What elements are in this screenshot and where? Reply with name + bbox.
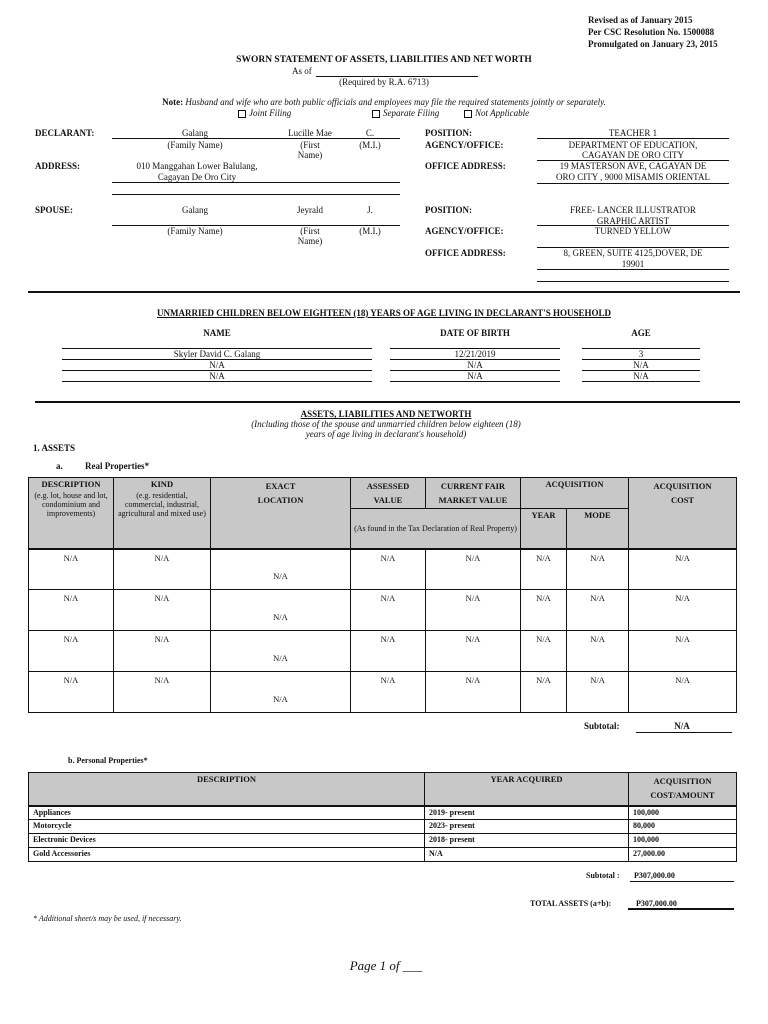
real-kind-header: KIND bbox=[150, 479, 174, 489]
spouse-office-address: 8, GREEN, SUITE 4125,DOVER, DE 19901 bbox=[563, 248, 703, 269]
child-name: Skyler David C. Galang bbox=[62, 348, 372, 359]
spouse-office-label: OFFICE ADDRESS: bbox=[425, 248, 506, 258]
real-mode-cell: N/A bbox=[567, 631, 629, 672]
spouse-first-caption: (First Name) bbox=[297, 226, 323, 246]
revision-block bbox=[588, 14, 718, 50]
note-text: Husband and wife who are both public officials and employees may file the required statements jointly or separately. bbox=[185, 97, 606, 107]
table-row bbox=[29, 834, 737, 848]
real-kind-sub: (e.g. residential, commercial, industrial, agricultural and mixed use) bbox=[118, 491, 206, 518]
personal-description-header: DESCRIPTION bbox=[29, 773, 425, 806]
child-age: 3 bbox=[582, 348, 700, 359]
real-acquisition-header: ACQUISITION bbox=[521, 478, 629, 509]
real-location-cell: N/A bbox=[211, 590, 351, 631]
real-assessed-cell: N/A bbox=[351, 549, 426, 590]
total-assets-value: P307,000.00 bbox=[636, 899, 677, 908]
divider bbox=[35, 401, 740, 403]
personal-year-header: YEAR ACQUIRED bbox=[425, 773, 629, 806]
real-kind-cell: N/A bbox=[114, 549, 211, 590]
real-properties-table: DESCRIPTION (e.g. lot, house and lot, condominium and improvements) KIND (e.g. residential, commercial, industrial, agricultural and mixed use) EXACT LOCATION ASSESSED VALUE CURRENT FAIR MARKET VALUE ACQUISITION ACQUISITION COST (As found in the Tax Declaration of Real Property) YEAR MODE N/A N/A N/A N/A N/A N/A N/A N/A N/A N/A N/A N/A N/A N/A N/A N/A N/A N/A N/A N/A N/A N/A N/A N/A N/A N/A N/A N/A N/A N/A N/A N/A bbox=[28, 477, 737, 713]
real-description-cell: N/A bbox=[29, 672, 114, 713]
joint-filing-option[interactable]: Joint Filing bbox=[238, 108, 291, 118]
spouse-position-label: POSITION: bbox=[425, 205, 473, 215]
checkbox-icon bbox=[372, 110, 380, 118]
spouse-family-caption: (Family Name) bbox=[167, 226, 223, 236]
assets-section-label: 1. ASSETS bbox=[33, 443, 76, 453]
real-cost-header: ACQUISITION bbox=[653, 481, 712, 491]
real-properties-label: Real Properties* bbox=[85, 461, 150, 471]
children-title: UNMARRIED CHILDREN BELOW EIGHTEEN (18) YEARS OF AGE LIVING IN DECLARANT'S HOUSEHOLD bbox=[157, 308, 611, 318]
real-mode-cell: N/A bbox=[567, 672, 629, 713]
page-number: Page 1 of ___ bbox=[349, 958, 423, 973]
personal-description-cell: Motorcycle bbox=[29, 820, 425, 834]
child-age: N/A bbox=[582, 370, 700, 381]
real-assessed-header: ASSESSED bbox=[366, 481, 410, 491]
first-name-caption: (First Name) bbox=[297, 140, 323, 160]
personal-description-cell: Appliances bbox=[29, 806, 425, 820]
declarant-agency: DEPARTMENT OF EDUCATION, CAGAYAN DE ORO CITY bbox=[568, 140, 698, 160]
real-subtotal-value: N/A bbox=[674, 721, 690, 731]
assets-subtitle: (Including those of the spouse and unmarried children below eighteen (18) years of age living in declarant's household) bbox=[251, 419, 521, 439]
child-age: N/A bbox=[582, 359, 700, 370]
real-location-cell: N/A bbox=[211, 672, 351, 713]
real-description-sub: (e.g. lot, house and lot, condominium and improvements) bbox=[34, 491, 108, 518]
real-cost-cell: N/A bbox=[629, 631, 737, 672]
personal-year-cell: 2018- present bbox=[425, 834, 629, 848]
real-description-cell: N/A bbox=[29, 631, 114, 672]
personal-subtotal-label: Subtotal : bbox=[586, 871, 620, 880]
table-row bbox=[29, 672, 737, 713]
child-dob: N/A bbox=[390, 370, 560, 381]
table-row bbox=[29, 848, 737, 862]
spouse-family-name: Galang bbox=[182, 205, 208, 215]
declarant-position: TEACHER 1 bbox=[608, 128, 658, 138]
real-year-header: YEAR bbox=[521, 509, 567, 549]
office-address-label: OFFICE ADDRESS: bbox=[425, 161, 506, 171]
children-dob-header: DATE OF BIRTH bbox=[440, 328, 510, 338]
children-age-header: AGE bbox=[631, 328, 651, 338]
real-mode-cell: N/A bbox=[567, 590, 629, 631]
child-name: N/A bbox=[62, 370, 372, 381]
table-row bbox=[29, 631, 737, 672]
real-mode-header: MODE bbox=[567, 509, 629, 549]
real-kind-cell: N/A bbox=[114, 590, 211, 631]
real-subtotal-label: Subtotal: bbox=[584, 721, 620, 731]
personal-description-cell: Gold Accessories bbox=[29, 848, 425, 862]
position-label: POSITION: bbox=[425, 128, 473, 138]
real-fair-value-header: CURRENT FAIR bbox=[440, 481, 506, 491]
real-year-cell: N/A bbox=[521, 590, 567, 631]
declarant-office-address: 19 MASTERSON AVE, CAGAYAN DE ORO CITY , 9000 MISAMIS ORIENTAL bbox=[556, 161, 710, 182]
personal-year-cell: 2019- present bbox=[425, 806, 629, 820]
personal-cost-header: ACQUISITION bbox=[653, 776, 712, 786]
personal-description-cell: Electronic Devices bbox=[29, 834, 425, 848]
filing-note bbox=[0, 97, 768, 107]
real-description-header: DESCRIPTION bbox=[41, 479, 101, 489]
personal-cost-cell: 80,000 bbox=[629, 820, 737, 834]
table-row bbox=[29, 820, 737, 834]
real-description-cell: N/A bbox=[29, 590, 114, 631]
table-row bbox=[29, 590, 737, 631]
real-kind-cell: N/A bbox=[114, 631, 211, 672]
checkbox-icon bbox=[464, 110, 472, 118]
real-location-cell: N/A bbox=[211, 549, 351, 590]
child-dob: 12/21/2019 bbox=[390, 348, 560, 359]
table-row bbox=[29, 549, 737, 590]
assets-title: ASSETS, LIABILITIES AND NETWORTH bbox=[300, 409, 472, 419]
real-location-cell: N/A bbox=[211, 631, 351, 672]
note-label: Note: bbox=[162, 97, 184, 107]
mi-caption: (M.I.) bbox=[359, 140, 381, 150]
personal-properties-table: DESCRIPTION YEAR ACQUIRED ACQUISITION COST/AMOUNT Appliances 2019- present 100,000 Motorcycle 2023- present 80,000 Electronic Devices 2018- present 100,000 Gold Accessories N/A 27,000.00 bbox=[28, 772, 737, 862]
child-name: N/A bbox=[62, 359, 372, 370]
declarant-family-name: Galang bbox=[182, 128, 208, 138]
revision-line-2: Per CSC Resolution No. 1500088 bbox=[588, 27, 715, 37]
real-assessed-cell: N/A bbox=[351, 631, 426, 672]
children-name-header: NAME bbox=[203, 328, 231, 338]
total-assets-label: TOTAL ASSETS (a+b): bbox=[530, 899, 612, 908]
personal-cost-cell: 100,000 bbox=[629, 834, 737, 848]
real-description-cell: N/A bbox=[29, 549, 114, 590]
real-fair-cell: N/A bbox=[426, 672, 521, 713]
agency-label: AGENCY/OFFICE: bbox=[425, 140, 504, 150]
real-fair-cell: N/A bbox=[426, 549, 521, 590]
table-row bbox=[29, 806, 737, 820]
spouse-agency-label: AGENCY/OFFICE: bbox=[425, 226, 504, 236]
spouse-first-name: Jeyrald bbox=[297, 205, 323, 215]
spouse-label: SPOUSE: bbox=[35, 205, 74, 215]
spouse-agency: TURNED YELLOW bbox=[594, 226, 672, 236]
spouse-position: FREE- LANCER ILLUSTRATOR GRAPHIC ARTIST bbox=[570, 205, 696, 226]
real-assessed-cell: N/A bbox=[351, 672, 426, 713]
real-year-cell: N/A bbox=[521, 549, 567, 590]
real-location-header: EXACT bbox=[265, 481, 296, 491]
divider bbox=[28, 291, 740, 293]
real-properties-letter: a. bbox=[56, 461, 63, 471]
real-fair-cell: N/A bbox=[426, 631, 521, 672]
personal-cost-cell: 27,000.00 bbox=[629, 848, 737, 862]
required-by: (Required by R.A. 6713) bbox=[339, 77, 429, 87]
real-cost-cell: N/A bbox=[629, 590, 737, 631]
family-name-caption: (Family Name) bbox=[167, 140, 223, 150]
personal-year-cell: N/A bbox=[425, 848, 629, 862]
footnote: * Additional sheet/s may be used, if necessary. bbox=[33, 914, 182, 923]
personal-cost-cell: 100,000 bbox=[629, 806, 737, 820]
real-fair-cell: N/A bbox=[426, 590, 521, 631]
real-cost-cell: N/A bbox=[629, 549, 737, 590]
real-kind-cell: N/A bbox=[114, 672, 211, 713]
as-of-label: As of bbox=[292, 66, 312, 76]
real-year-cell: N/A bbox=[521, 631, 567, 672]
not-applicable-option[interactable]: Not Applicable bbox=[464, 108, 529, 118]
declarant-label: DECLARANT: bbox=[35, 128, 95, 138]
separate-filing-option[interactable]: Separate Filing bbox=[372, 108, 439, 118]
personal-properties-label: b. Personal Properties* bbox=[68, 756, 148, 765]
real-assessed-cell: N/A bbox=[351, 590, 426, 631]
address-label: ADDRESS: bbox=[35, 161, 81, 171]
real-cost-cell: N/A bbox=[629, 672, 737, 713]
checkbox-icon bbox=[238, 110, 246, 118]
revision-line-1: Revised as of January 2015 bbox=[588, 15, 693, 25]
personal-year-cell: 2023- present bbox=[425, 820, 629, 834]
real-tax-note: (As found in the Tax Declaration of Real Property) bbox=[351, 509, 521, 549]
declarant-mi: C. bbox=[365, 128, 375, 138]
spouse-mi: J. bbox=[367, 205, 373, 215]
page-title: SWORN STATEMENT OF ASSETS, LIABILITIES AND NET WORTH bbox=[236, 55, 532, 65]
declarant-first-name: Lucille Mae bbox=[288, 128, 332, 138]
declarant-address: 010 Manggahan Lower Balulang, Cagayan De Oro City bbox=[136, 161, 258, 182]
child-dob: N/A bbox=[390, 359, 560, 370]
revision-line-3: Promulgated on January 23, 2015 bbox=[588, 39, 718, 49]
spouse-mi-caption: (M.I.) bbox=[359, 226, 381, 236]
real-mode-cell: N/A bbox=[567, 549, 629, 590]
real-year-cell: N/A bbox=[521, 672, 567, 713]
personal-subtotal-value: P307,000.00 bbox=[634, 871, 675, 880]
